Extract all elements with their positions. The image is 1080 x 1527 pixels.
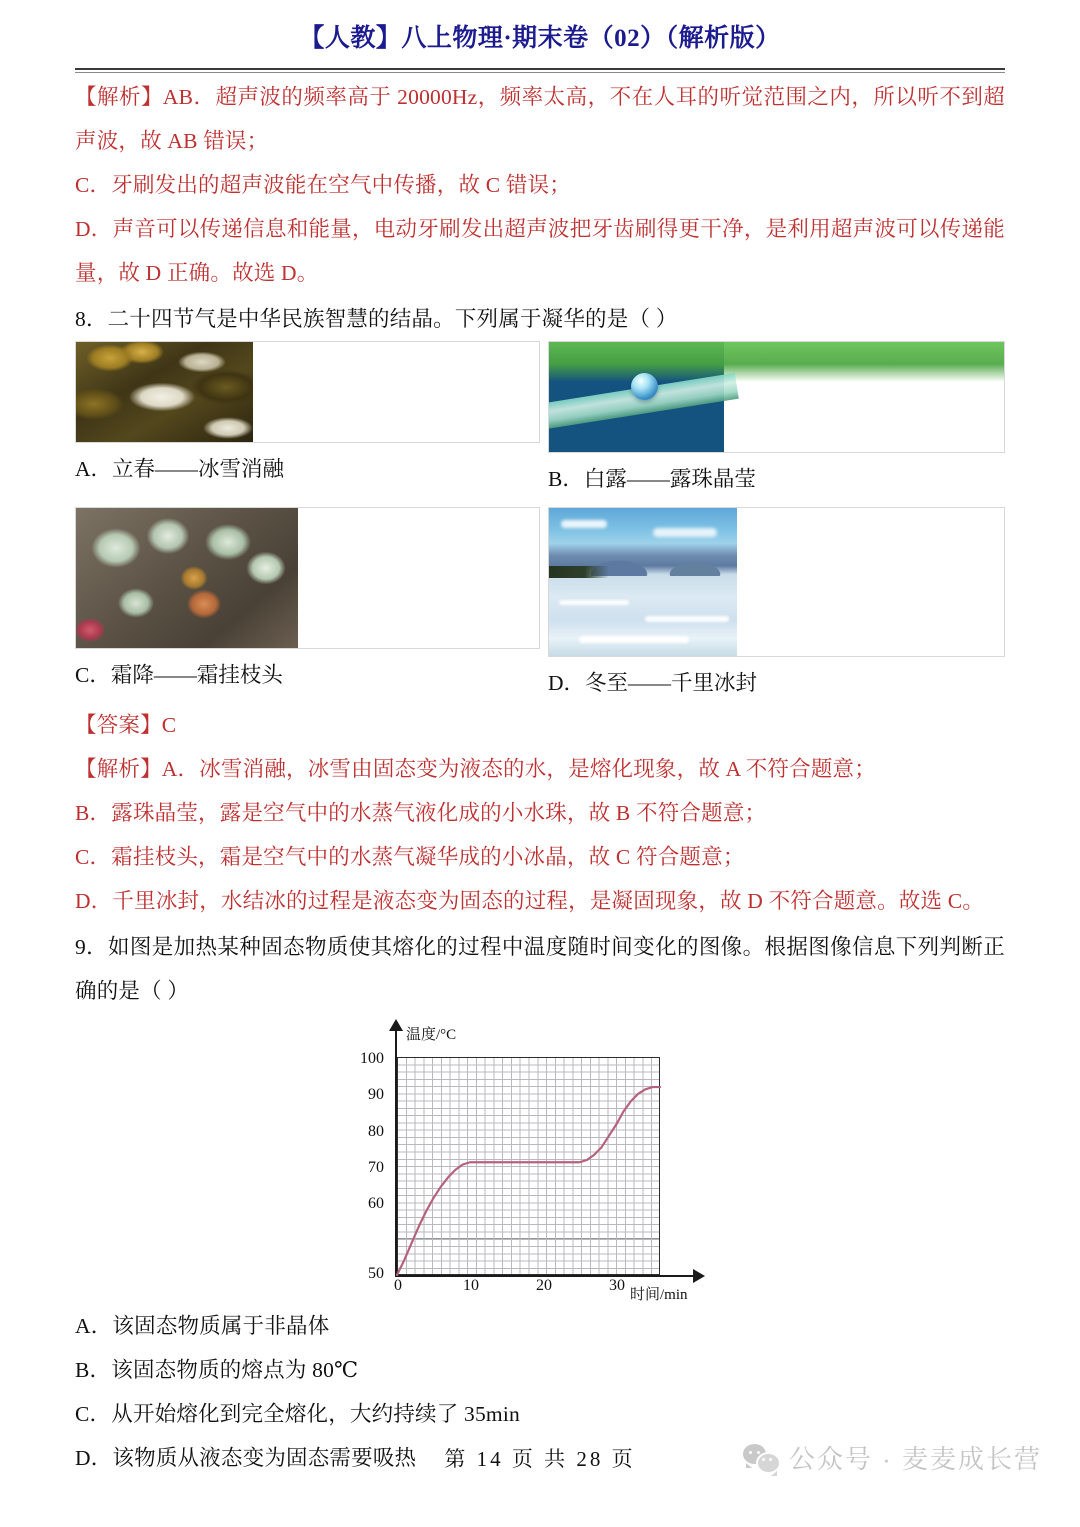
q7-explanation-block [75,75,1005,295]
q8-option-row-1 [75,341,1005,499]
q8-option-d-caption: D．冬至——千里冰封 [548,671,758,695]
treeline-shape [549,566,609,578]
q9-option-a[interactable]: A．该固态物质属于非晶体 [75,1314,330,1338]
q8-option-grid [75,341,1005,703]
frozen-lake-photo [549,508,737,656]
page-number: 第 14 页 共 28 页 [444,1447,636,1471]
chart-curve-svg [360,1019,720,1304]
q7-explanation-line-2: C．牙刷发出的超声波能在空气中传播，故 C 错误； [75,173,571,197]
q7-explanation-line-3: D．声音可以传递信息和能量，电动牙刷发出超声波把牙齿刷得更干净，是利用超声波可以传递能量，故 D 正确。故选 D。 [75,217,1005,285]
page-title: 【人教】八上物理·期末卷（02）（解析版） [299,25,781,52]
q8-option-b[interactable] [540,341,1005,499]
q8-option-b-figure [548,341,1005,453]
chart-x-tick-0: 0 [394,1277,402,1294]
q8-stem: 8．二十四节气是中华民族智慧的结晶。下列属于凝华的是（ ） [75,307,678,331]
chart-x-tick-10: 10 [463,1277,479,1294]
chart-x-axis-label: 时间/min [630,1287,688,1303]
cloud-shape-1 [561,520,607,528]
q8-explanation-line-2: B．露珠晶莹，露是空气中的水蒸气液化成的小水珠，故 B 不符合题意； [75,801,767,825]
q9-option-d[interactable]: D．该物质从液态变为固态需要吸热 [75,1446,417,1470]
frost-on-branch-photo [76,508,298,648]
q9-stem: 9．如图是加热某种固态物质使其熔化的过程中温度随时间变化的图像。根据图像信息下列判断正确的是（ ） [75,935,1005,1003]
ice-melting-stream-photo [76,342,253,442]
wechat-icon [743,1444,779,1472]
melting-curve-chart [360,1019,720,1304]
q8-option-a-caption: A．立春——冰雪消融 [75,457,285,481]
ice-streak-2 [645,616,729,622]
q9-option-c[interactable]: C．从开始熔化到完全熔化，大约持续了 35min [75,1402,520,1426]
chart-x-tick-20: 20 [536,1277,552,1294]
ice-streak-3 [579,636,689,643]
q8-option-d[interactable] [540,507,1005,703]
chart-y-tick-60: 60 [368,1195,384,1212]
q8-option-c[interactable] [75,507,540,703]
chart-y-tick-50: 50 [368,1265,384,1282]
q8-explanation-line-1: 【解析】A．冰雪消融，冰雪由固态变为液态的水，是熔化现象，故 A 不符合题意； [75,757,876,781]
chart-y-tick-90: 90 [368,1086,384,1103]
q8-explanation-line-4: D．千里冰封，水结冰的过程是液态变为固态的过程，是凝固现象，故 D 不符合题意。故选 C。 [75,889,985,913]
question-9-block [75,925,1005,1480]
chart-y-tick-100: 100 [360,1050,384,1067]
dew-drop-on-leaf-photo [549,342,724,452]
cloud-shape-2 [653,528,717,537]
water-drop-shape [631,373,658,400]
q8-option-c-caption: C．霜降——霜挂枝头 [75,663,283,687]
document-header [75,0,1005,73]
q8-explanation-line-3: C．霜挂枝头，霜是空气中的水蒸气凝华成的小冰晶，故 C 符合题意； [75,845,745,869]
header-divider [75,68,1005,73]
chart-y-axis-label: 温度/°C [406,1027,457,1043]
chart-y-tick-80: 80 [368,1123,384,1140]
q8-option-a-figure [75,341,540,443]
question-8-block [75,297,1005,923]
q9-chart-wrapper [75,1013,1005,1304]
q8-answer: 【答案】C [75,713,177,737]
q8-option-a[interactable] [75,341,540,499]
page-footer [0,1435,1080,1505]
temperature-curve [397,1087,660,1275]
watermark [743,1439,1042,1476]
q7-explanation-line-1: 【解析】AB．超声波的频率高于 20000Hz，频率太高，不在人耳的听觉范围之内，所以听不到超声波，故 AB 错误； [75,85,1005,153]
q8-option-c-figure [75,507,540,649]
ice-streak-1 [559,600,629,605]
q8-option-b-caption: B．白露——露珠晶莹 [548,467,756,491]
q9-option-b[interactable]: B．该固态物质的熔点为 80℃ [75,1358,359,1382]
q8-option-row-2 [75,507,1005,703]
chart-x-tick-30: 30 [609,1277,625,1294]
chart-y-tick-70: 70 [368,1159,384,1176]
watermark-text: 公众号 · 麦麦成长营 [788,1444,1042,1474]
q8-option-d-figure [548,507,1005,657]
